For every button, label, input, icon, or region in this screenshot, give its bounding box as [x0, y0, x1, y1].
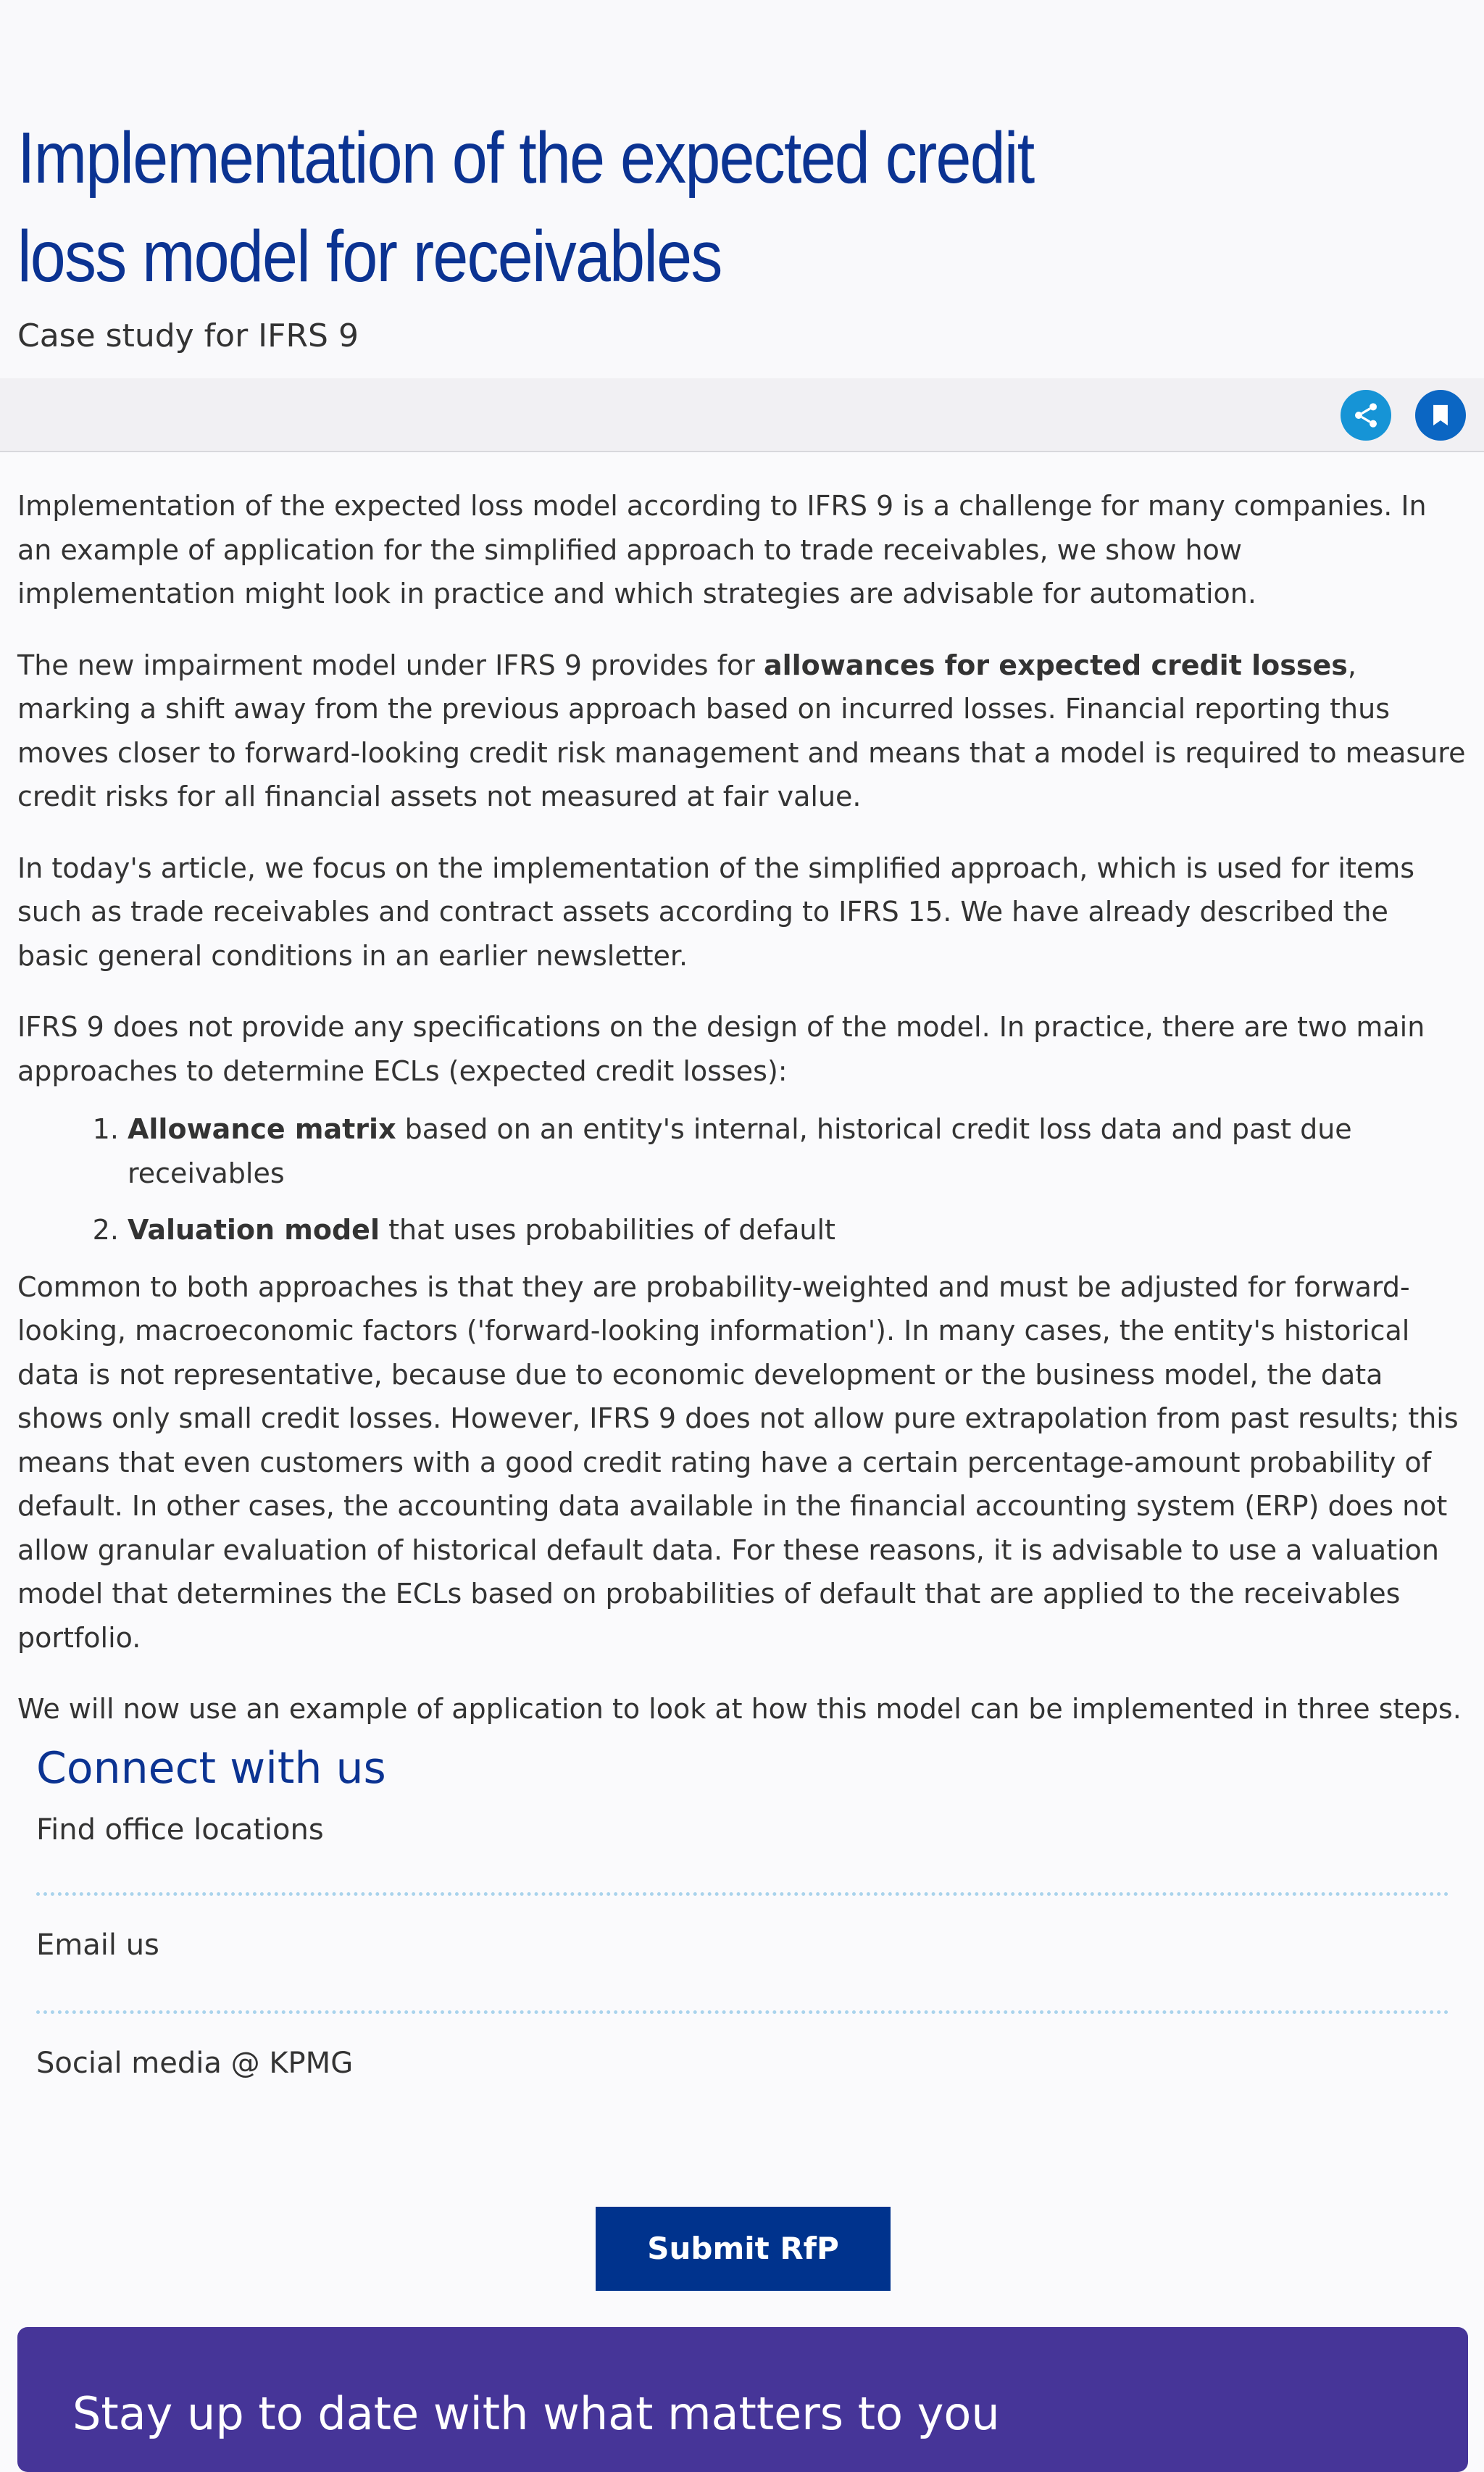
- approaches-list: [17, 1107, 1467, 1252]
- newsletter-banner: [17, 2327, 1468, 2472]
- connect-heading: Connect with us: [36, 1743, 386, 1794]
- find-office-locations-link[interactable]: [36, 1797, 1449, 1896]
- paragraph-impairment-model: [17, 644, 1467, 819]
- share-icon: [1351, 401, 1380, 430]
- email-us-link[interactable]: [36, 1896, 1449, 2014]
- page-title: Implementation of the expected credit loss model for receivables: [17, 117, 1034, 297]
- list-item-text: based on an entity's internal, historical credit loss data and past due receivables: [128, 1113, 1352, 1189]
- paragraph-simplified-approach: In today's article, we focus on the implementation of the simplified approach, which is used for items such as trade receivables and contract assets according to IFRS 15. We have already described the basic general conditions in an earlier newsletter.: [17, 852, 1415, 972]
- paragraph-text: , marking a shift away from the previous approach based on incurred losses. Financial reporting thus moves closer to forward-looking credit risk management and means that a model is required to measure credit risks for all financial assets not measured at fair value.: [17, 649, 1466, 812]
- list-item: [128, 1107, 1467, 1195]
- share-button[interactable]: [1341, 390, 1391, 441]
- paragraph-intro: Implementation of the expected loss model according to IFRS 9 is a challenge for many companies. In an example of application for the simplified approach to trade receivables, we show how implementation might look in practice and which strategies are advisable for automation.: [17, 490, 1427, 609]
- submit-rfp-button[interactable]: Submit RfP: [596, 2207, 891, 2291]
- list-item: [128, 1208, 1467, 1252]
- bookmark-button[interactable]: [1415, 390, 1466, 441]
- connect-item-label: Social media @ KPMG: [36, 2047, 354, 2080]
- paragraph-bold-text: allowances for expected credit losses: [763, 649, 1348, 681]
- page-subtitle: Case study for IFRS 9: [17, 317, 359, 354]
- connect-item-label: Email us: [36, 1928, 159, 1962]
- connect-section: [36, 1739, 1449, 2132]
- list-item-bold: Allowance matrix: [128, 1113, 396, 1145]
- article-body: [17, 484, 1467, 1759]
- article-header: [0, 0, 1484, 378]
- paragraph-three-steps: We will now use an example of application to look at how this model can be implemented in three steps.: [17, 1693, 1462, 1725]
- list-item-text: that uses probabilities of default: [379, 1214, 835, 1246]
- connect-item-label: Find office locations: [36, 1813, 324, 1847]
- list-item-bold: Valuation model: [128, 1214, 380, 1246]
- article-toolbar: [0, 378, 1484, 452]
- paragraph-approaches: IFRS 9 does not provide any specifications on the design of the model. In practice, there are two main approaches to determine ECLs (expected credit losses):: [17, 1011, 1425, 1087]
- paragraph-common-approaches: Common to both approaches is that they are probability-weighted and must be adjusted for forward-looking, macroeconomic factors ('forward-looking information'). In many cases, the entity's historical data is not representative, because due to economic development or the business model, the data shows only small credit losses. However, IFRS 9 does not allow pure extrapolation from past results; this means that even customers with a good credit rating have a certain percentage-amount probability of default. In other cases, the accounting data available in the financial accounting system (ERP) does not allow granular evaluation of historical default data. For these reasons, it is advisable to use a valuation model that determines the ECLs based on probabilities of default that are applied to the receivables portfolio.: [17, 1270, 1459, 1654]
- paragraph-text: The new impairment model under IFRS 9 provides for: [17, 649, 764, 681]
- bookmark-icon: [1428, 401, 1453, 429]
- newsletter-title: Stay up to date with what matters to you: [72, 2387, 1000, 2440]
- social-media-link[interactable]: [36, 2014, 1449, 2132]
